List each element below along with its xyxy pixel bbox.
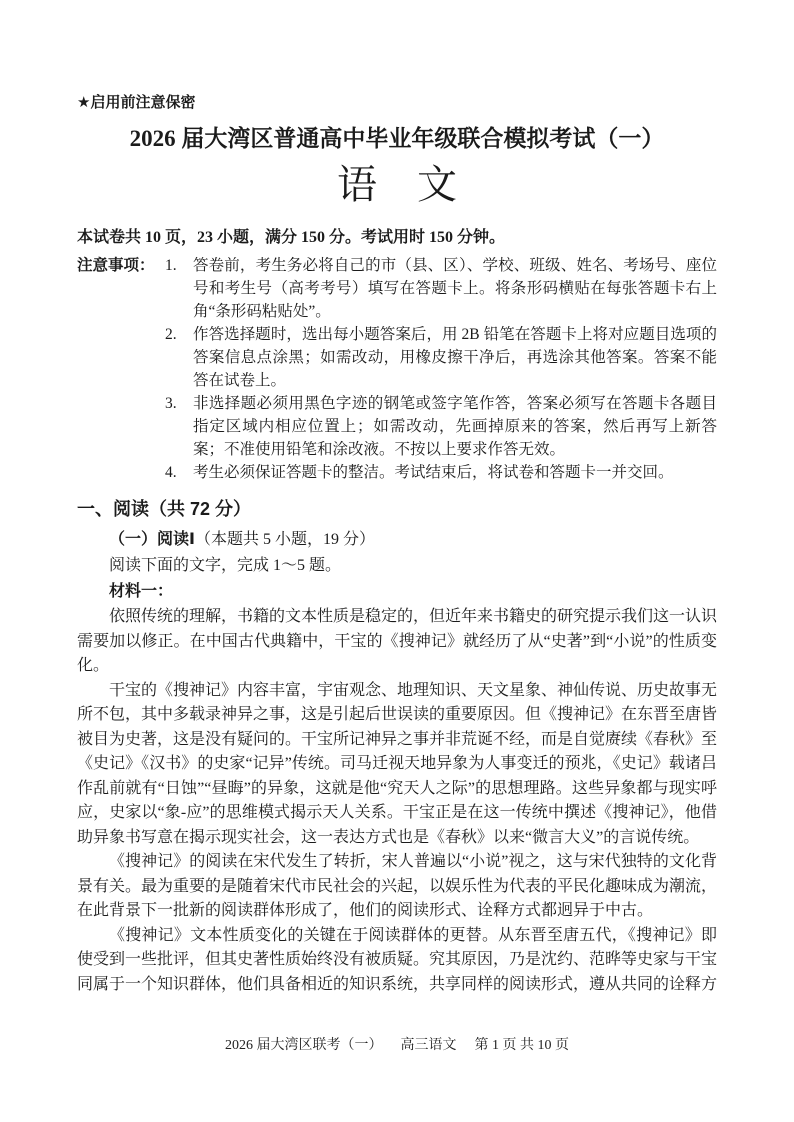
- subsection-info: （本题共 5 小题，19 分）: [194, 531, 375, 548]
- material-paragraph: 《搜神记》的阅读在宋代发生了转折，宋人普遍以“小说”视之，这与宋代独特的文化背景有关。最为重要的是随着宋代市民社会的兴起，以娱乐性为代表的平民化趣味成为潮流，在此背景下一批新的阅读群体形成了，他们的阅读形式、诠释方式都迥异于中古。: [77, 853, 718, 919]
- note-text: 非选择题必须用黑色字迹的钢笔或签字笔作答，答案必须写在答题卡各题目指定区域内相应位置上；如需改动，先画掉原来的答案，然后再写上新答案；不准使用铅笔和涂改液。不按以上要求作答无效。: [193, 395, 717, 458]
- notes-label: 注意事项：: [77, 257, 155, 274]
- reading-instruction: 阅读下面的文字，完成 1～5 题。: [109, 557, 342, 574]
- subsection-title: （一）阅读Ⅰ: [109, 531, 195, 548]
- material-paragraph: 干宝的《搜神记》内容丰富，宇宙观念、地理知识、天文星象、神仙传说、历史故事无所不包，其中多载录神异之事，这是引起后世误读的重要原因。但《搜神记》在东晋至唐皆被目为史著，这是没有疑问的。干宝所记神异之事并非荒诞不经，而是自觉赓续《春秋》至《史记》《汉书》的史家“记异”传统。司马迁视天地异象为人事变迁的预兆，《史记》载诸吕作乱前就有“日蚀”“昼晦”的异象，这就是他“究天人之际”的思想理路。这些异象都与现实呼应，史家以“象-应”的思维模式揭示天人关系。干宝正是在这一传统中撰述《搜神记》，他借助异象书写意在揭示现实社会，这一表达方式也是《春秋》以来“微言大义”的言说传统。: [77, 681, 718, 846]
- subject-title: 语 文: [337, 162, 457, 207]
- note-item-2: [165, 323, 717, 392]
- star-icon: ★: [77, 94, 91, 111]
- note-item-3: [165, 392, 717, 461]
- security-note-text: 启用前注意保密: [90, 94, 196, 111]
- exam-title: 2026 届大湾区普通高中毕业年级联合模拟考试（一）: [129, 126, 665, 151]
- footer-exam-name: 2026 届大湾区联考（一）: [225, 1038, 383, 1053]
- subsection-heading-reading-1: [77, 528, 717, 551]
- section-heading-reading: 一、阅读（共 72 分）: [77, 499, 252, 519]
- material-paragraph: 《搜神记》文本性质变化的关键在于阅读群体的更替。从东晋至唐五代，《搜神记》即使受到一些批评，但其史著性质始终没有被质疑。究其原因，乃是沈约、范晔等史家与干宝同属于一个知识群体，他们具备相近的知识系统，共享同样的阅读形式，遵从共同的诠释方: [77, 926, 718, 993]
- paper-info: 本试卷共 10 页，23 小题，满分 150 分。考试用时 150 分钟。: [77, 229, 506, 246]
- note-number: 1.: [165, 257, 177, 274]
- note-number: 2.: [165, 326, 177, 343]
- note-item-1: [165, 254, 717, 323]
- page-footer: [0, 1034, 794, 1054]
- material-one-label: 材料一：: [109, 583, 174, 600]
- security-note: [77, 94, 717, 112]
- notes-list: [165, 254, 717, 484]
- note-number: 4.: [165, 464, 177, 481]
- note-item-4: [165, 461, 717, 484]
- note-text: 考生必须保证答题卡的整洁。考试结束后，将试卷和答题卡一并交回。: [193, 464, 674, 481]
- note-number: 3.: [165, 395, 177, 412]
- footer-subject: 高三语文: [400, 1038, 457, 1053]
- note-text: 作答选择题时，选出每小题答案后，用 2B 铅笔在答题卡上将对应题目选项的答案信息点涂黑；如需改动，用橡皮擦干净后，再选涂其他答案。答案不能答在试卷上。: [193, 326, 717, 389]
- material-paragraph: 依照传统的理解，书籍的文本性质是稳定的，但近年来书籍史的研究提示我们这一认识需要加以修正。在中国古代典籍中，干宝的《搜神记》就经历了从“史著”到“小说”的性质变化。: [77, 608, 718, 674]
- exam-notes: [77, 254, 717, 484]
- note-text: 答卷前，考生务必将自己的市（县、区）、学校、班级、姓名、考场号、座位号和考生号（高考考号）填写在答题卡上。将条形码横贴在每张答题卡右上角“条形码粘贴处”。: [193, 257, 717, 320]
- material-one-body: [77, 605, 717, 997]
- footer-page-number: 第 1 页 共 10 页: [474, 1038, 569, 1053]
